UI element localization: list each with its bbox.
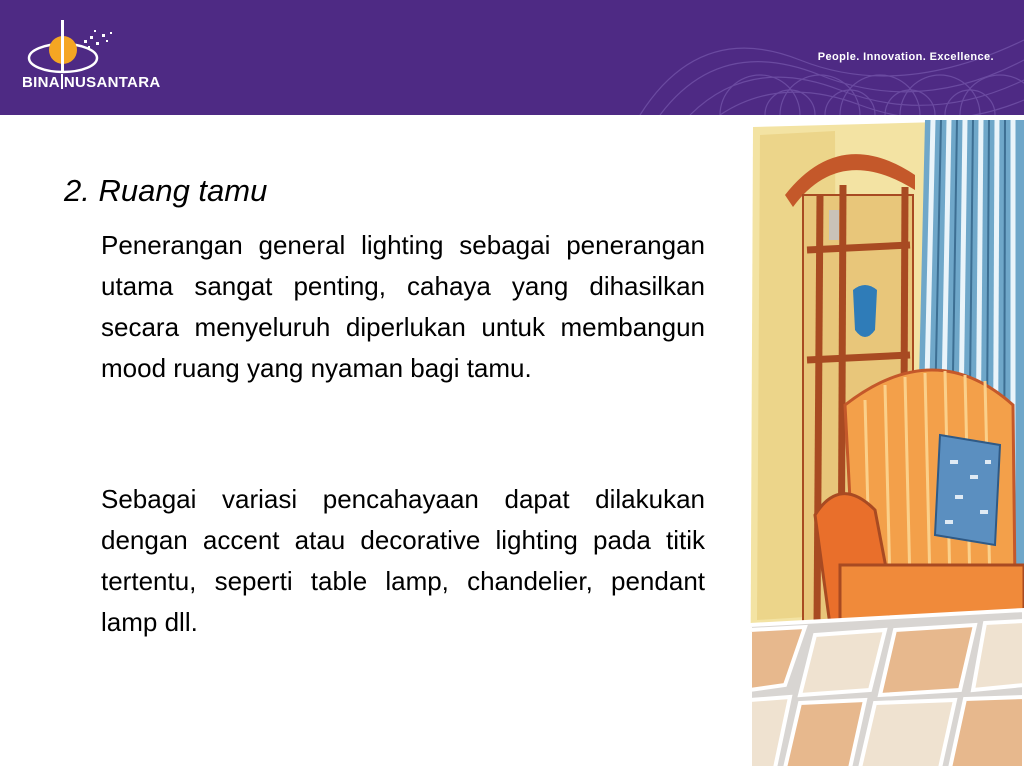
header-tagline: People. Innovation. Excellence. xyxy=(817,51,994,63)
paragraph-general-lighting: Penerangan general lighting sebagai penerangan utama sangat penting, cahaya yang dihasilkan secara menyeluruh diperlukan untuk membangun mood ruang yang nyaman bagi tamu. xyxy=(101,230,705,383)
logo-wordmark xyxy=(22,74,160,91)
living-room-illustration xyxy=(745,115,1024,768)
header-banner xyxy=(0,0,1024,115)
slide-content xyxy=(0,115,740,768)
paragraph-accent-lighting: Sebagai variasi pencahayaan dapat dilakukan dengan accent atau decorative lighting pada titik tertentu, seperti table lamp, chandelier, pendant lamp dll. xyxy=(101,484,705,637)
logo-text-bina: BINA xyxy=(22,74,60,91)
tiled-floor-illustration xyxy=(750,610,1024,768)
logo-text-nusantara: NUSANTARA xyxy=(63,74,161,91)
slide-title: 2. Ruang tamu xyxy=(64,173,268,208)
